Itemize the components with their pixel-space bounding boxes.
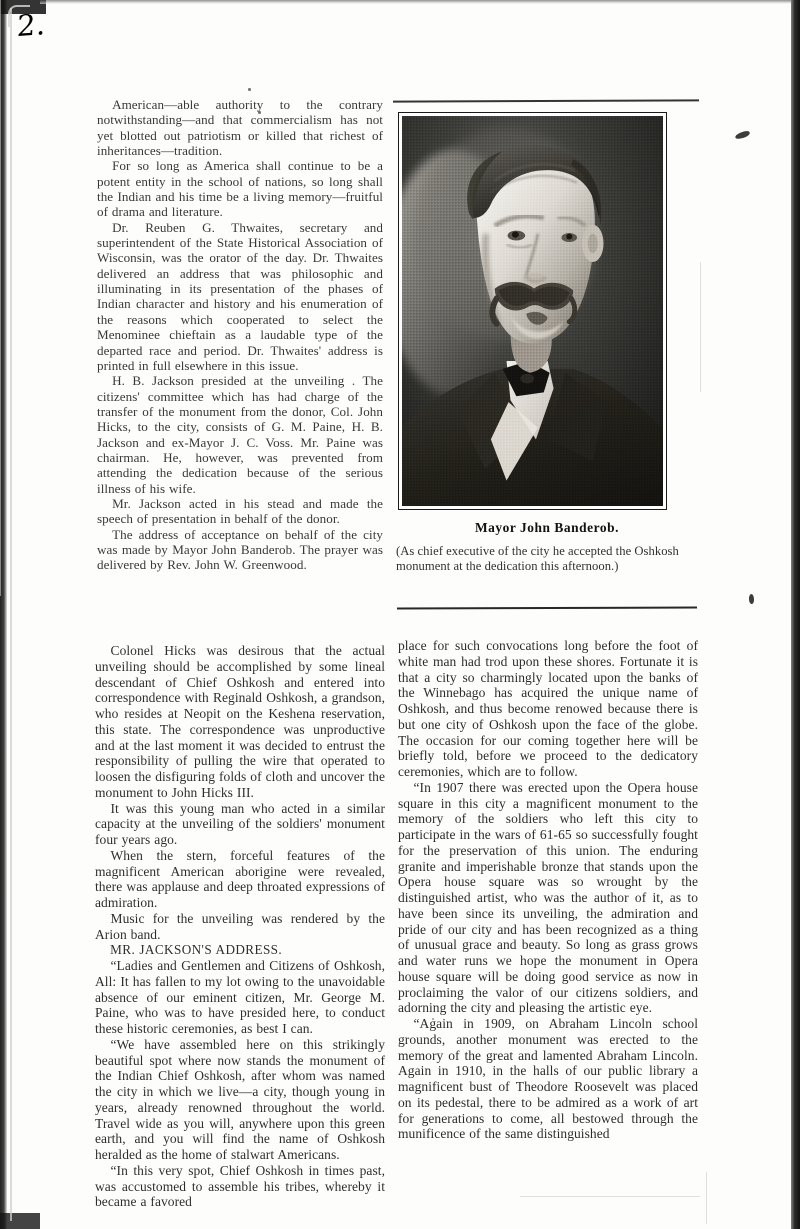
paragraph: American—able authority to the contrary notwithstanding—and that commercialism has not yet blotted out patriotism or killed that richest of inheritances—tradition. <box>97 97 383 159</box>
scan-edge-right <box>791 0 800 1229</box>
scan-speck <box>248 88 251 91</box>
paragraph: It was this young man who acted in a similar capacity at the unveiling of the soldiers' monument four years ago. <box>95 800 385 847</box>
section-subheading: MR. JACKSON'S ADDRESS. <box>110 942 283 958</box>
paragraph: “In 1907 there was erected upon the Opera house square in this city a magnificent monument to the memory of the soldiers who left this city to participate in the wars of 61-65 so successfully fought for the preservation of this union. The enduring granite and imperishable bronze that stands upon the Opera house square was so wrought by the distinguished artist, who was the author of it, as to have been since its unveiling, the admiration and pride of our city and has been recognized as a thing of unusual grace and beauty. So long as grass grows and water runs we hope the monument in Opera house square will be doing good service as now in proclaiming the valor of our citizens soldiers, and adorning the city and pleasing the artistic eye. <box>398 779 698 1016</box>
paragraph: The address of acceptance on behalf of the city was made by Mayor John Banderob. The prayer was delivered by Rev. John W. Greenwood. <box>97 526 383 573</box>
scan-fold-line <box>10 8 12 1221</box>
paragraph: Dr. Reuben G. Thwaites, secretary and superintendent of the State Historical Association of Wisconsin, was the orator of the day. Dr. Thwaites delivered an address that was philosophic and illuminating in its presentation of the phases of Indian character and history and his enumeration of the reasons which cooperated to select the Menominee chieftain as a laudable type of the departed race and period. Dr. Thwaites' address is printed in full elsewhere in this issue. <box>97 219 383 373</box>
horizontal-rule-below-caption <box>397 606 697 609</box>
paragraph: Mr. Jackson acted in his stead and made the speech of presentation in behalf of the donor. <box>97 495 383 527</box>
scan-faint-line <box>706 1172 707 1224</box>
paragraph: “In this very spot, Chief Oshkosh in times past, was accustomed to assemble his tribes, whereby it became a favored <box>95 1162 385 1210</box>
paragraph: Music for the unveiling was rendered by the Arion band. <box>95 910 385 942</box>
paragraph: Colonel Hicks was desirous that the actual unveiling should be accomplished by some lineal descendant of Chief Oshkosh and entered into correspondence with Reginald Oshkosh, a grandson, who resides at Neopit on the Keshena reservation, this state. The correspondence was unproductive and at the last moment it was decided to entrust the responsibility of pulling the wire that operated to loosen the disfiguring folds of cloth and uncover the monument to John Hicks III. <box>95 643 385 800</box>
scan-speck <box>749 594 754 604</box>
portrait-caption-title: Mayor John Banderob. <box>474 520 620 535</box>
portrait-photo-frame <box>398 112 667 510</box>
handwritten-page-number: 2. <box>16 6 48 44</box>
paragraph: “Ladies and Gentlemen and Citizens of Oshkosh, All: It has fallen to my lot owing to the unavoidable absence of our eminent citizen, Mr. George M. Paine, who was to have presided here, to conduct these historic ceremonies, as best I can. <box>95 958 385 1036</box>
horizontal-rule-above-plate <box>393 99 699 102</box>
scan-edge-bottom-left-corner <box>0 1213 40 1229</box>
column-divider-rule <box>0 0 1 596</box>
paragraph: place for such convocations long before the foot of white man had trod upon these shores. Fortunate it is that a city so charmingly located upon the banks of the Winnebago has acquired the unique name of Oshkosh, and thus become renowed because there is but one city of Oshkosh upon the face of the globe. The occasion for our coming together here will be briefly told, before we proceed to the dedicatory ceremonies, which are to follow. <box>398 638 698 779</box>
portrait-caption-note: (As chief executive of the city he accepted the Oshkosh monument at the dedication this afternoon.) <box>396 544 679 574</box>
paragraph: When the stern, forceful features of the magnificent American aborigine were revealed, there was applause and deep throated expressions of admiration. <box>95 847 385 910</box>
paragraph: “We have assembled here on this strikingly beautiful spot where now stands the monument of the Indian Chief Oshkosh, after whom was named the city in which we live—a city, though young in years, already renowned throughout the world. Travel wide as you will, anywhere upon this green earth, and you will find the name of Oshkosh heralded as the home of stalwart Americans. <box>95 1036 385 1162</box>
portrait-photo-halftone <box>402 116 663 506</box>
scan-edge-left <box>0 0 7 1229</box>
portrait-caption-block <box>396 520 698 575</box>
article-column-one-top <box>97 97 383 573</box>
article-column-one-bottom <box>95 643 385 1210</box>
scan-faint-line <box>700 262 701 392</box>
article-column-two <box>398 638 698 1142</box>
scan-faint-line <box>520 1196 700 1197</box>
paragraph: “Again in 1909, on Abraham Lincoln school grounds, another monument was erected to the memory of the great and lamented Abraham Lincoln. Again in 1910, in the halls of our public library a magnificent bust of Theodore Roosevelt was placed on its pedestal, there to be admired as a work of art for generations to come, all bestowed through the munificence of the same distinguished <box>398 1016 698 1142</box>
paragraph: For so long as America shall continue to be a potent entity in the school of nations, so long shall the Indian and his time be a living memory—fruitful of drama and literature. <box>97 158 383 220</box>
scan-edge-top <box>40 0 791 4</box>
scan-speck <box>734 130 750 140</box>
paragraph: H. B. Jackson presided at the unveiling . The citizens' committee which has had charge of the transfer of the monument from the donor, Col. John Hicks, to the city, consists of G. M. Paine, H. B. Jackson and ex-Mayor J. C. Voss. Mr. Paine was chairman. He, however, was prevented from attending the dedication because of the serious illness of his wife. <box>97 373 383 496</box>
